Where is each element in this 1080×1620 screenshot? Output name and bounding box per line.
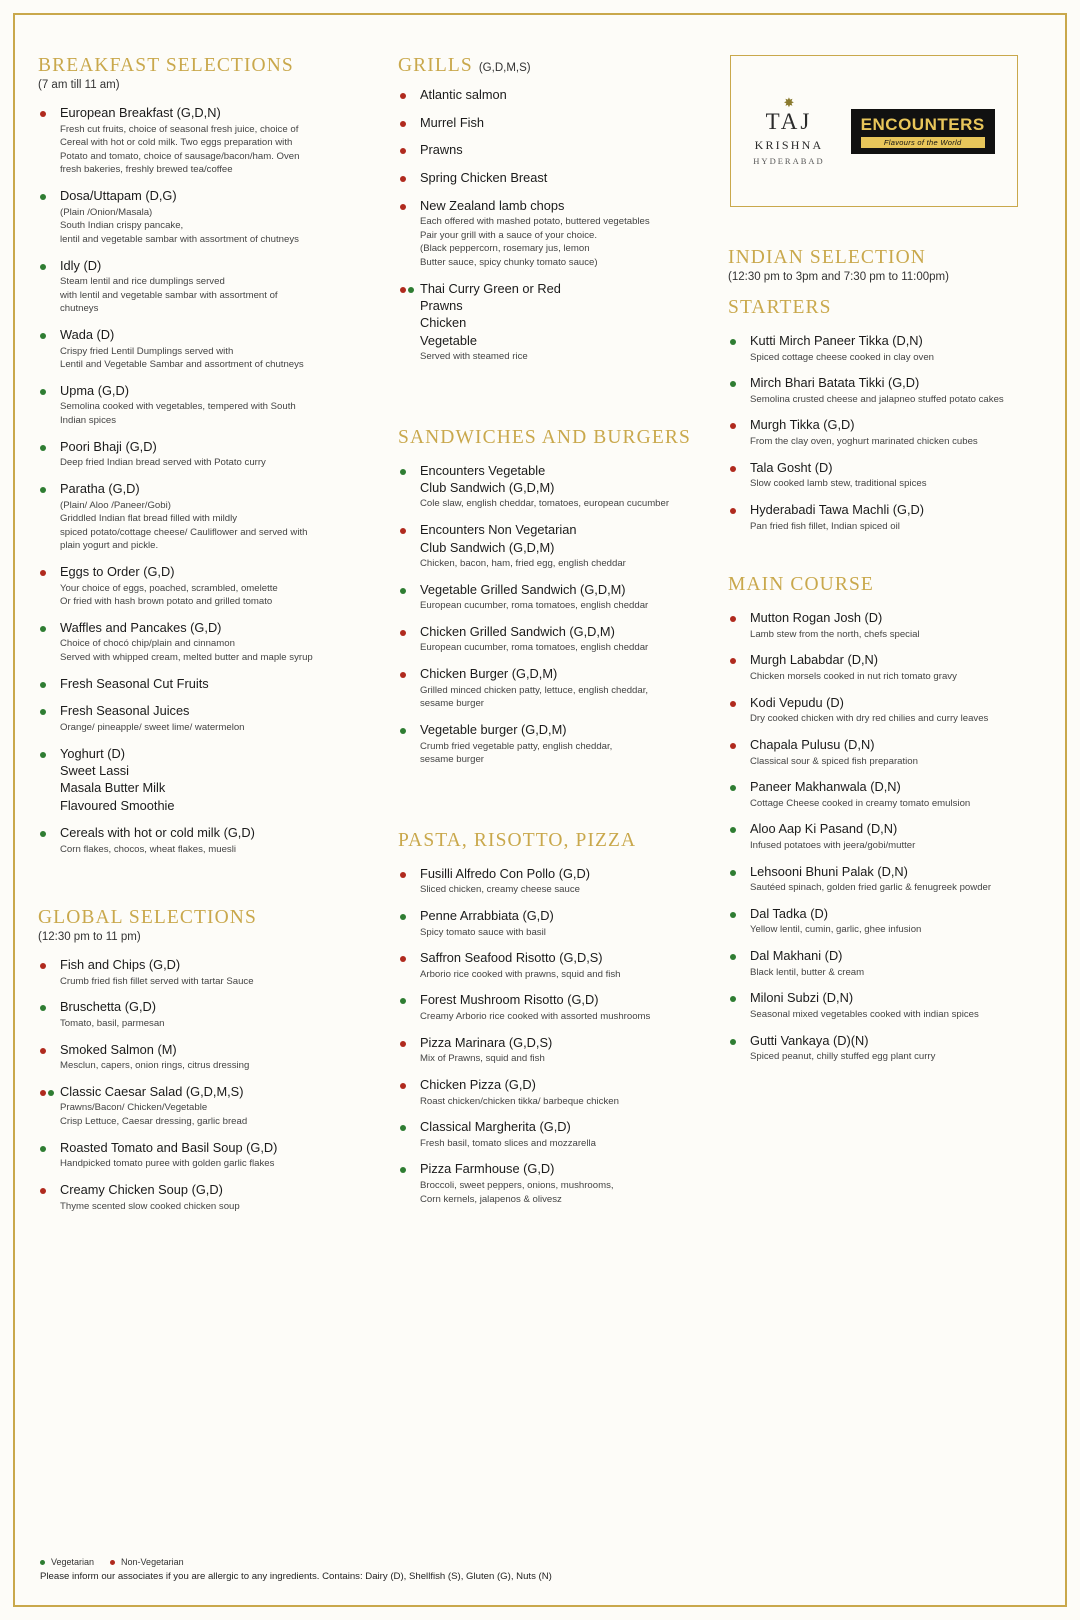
veg-dot-icon — [40, 194, 46, 200]
nonveg-dot-icon — [400, 672, 406, 678]
veg-dot-icon — [408, 287, 414, 293]
menu-content — [38, 55, 1042, 1580]
menu-item-description: Cole slaw, english cheddar, tomatoes, european cucumber — [420, 498, 670, 510]
menu-item-name: Atlantic salmon — [420, 87, 507, 102]
menu-item — [728, 417, 1040, 448]
grills-heading — [398, 55, 710, 77]
veg-dot-icon — [730, 827, 736, 833]
menu-item-description: Creamy Arborio rice cooked with assorted mushrooms — [420, 1011, 651, 1023]
menu-item-name: Encounters Vegetable — [420, 462, 546, 478]
menu-item — [398, 87, 710, 104]
menu-item-description: Yellow lentil, cumin, garlic, ghee infusion — [750, 924, 922, 936]
nonveg-dot-icon — [730, 616, 736, 622]
menu-item-description: Infused potatoes with jeera/gobi/mutter — [750, 839, 916, 851]
nonveg-dot-icon — [400, 872, 406, 878]
menu-item-name: Pizza Farmhouse (G,D) — [420, 1161, 555, 1177]
global-items — [38, 957, 380, 1213]
menu-item-description: Black lentil, butter & cream — [750, 966, 865, 978]
menu-item-subline: Chicken — [420, 315, 467, 331]
menu-item-description: Served with steamed rice — [420, 350, 528, 362]
starters-items — [728, 333, 1040, 533]
menu-item — [38, 564, 380, 609]
menu-item-description: Handpicked tomato puree with golden garlic flakes — [60, 1158, 275, 1170]
menu-item-name: Prawns — [420, 142, 463, 158]
menu-item-name: Kodi Vepudu (D) — [750, 694, 844, 710]
menu-item-subline: Club Sandwich (G,D,M) — [420, 539, 555, 555]
menu-item-name: Mirch Bhari Batata Tikki (G,D) — [750, 375, 920, 391]
nonveg-dot-icon — [110, 1560, 115, 1565]
menu-item — [398, 624, 710, 655]
menu-item — [38, 439, 380, 470]
column-right — [728, 55, 1040, 1075]
menu-item-name: Chicken Pizza (G,D) — [420, 1076, 536, 1092]
veg-dot-icon — [400, 1167, 406, 1173]
menu-item-name: Roasted Tomato and Basil Soup (G,D) — [60, 1139, 278, 1155]
menu-item-description: Tomato, basil, parmesan — [60, 1018, 165, 1030]
veg-dot-icon — [730, 785, 736, 791]
grills-title-text: GRILLS — [398, 55, 473, 76]
menu-item-description: (Plain/ Aloo /Paneer/Gobi) Griddled Indian flat bread filled with mildly spiced potato/cottage cheese/ Cauliflower and served with plain yogurt and pickle. — [60, 499, 308, 552]
pasta-heading — [398, 830, 710, 852]
menu-item-subline: Flavoured Smoothie — [60, 797, 175, 813]
menu-item-description: Crumb fried vegetable patty, english cheddar, sesame burger — [420, 740, 613, 766]
menu-item-name: Upma (G,D) — [60, 382, 129, 398]
menu-item-name: Gutti Vankaya (D)(N) — [750, 1032, 869, 1048]
menu-item-description: Spiced peanut, chilly stuffed egg plant curry — [750, 1051, 936, 1063]
menu-item-name: Chicken Grilled Sandwich (G,D,M) — [420, 623, 615, 639]
veg-dot-icon — [400, 469, 406, 475]
menu-item — [728, 333, 1040, 364]
menu-item-description: Spicy tomato sauce with basil — [420, 926, 546, 938]
menu-item-name: Tala Gosht (D) — [750, 459, 833, 475]
menu-item-name: Chicken Burger (G,D,M) — [420, 666, 558, 682]
menu-item — [398, 908, 710, 939]
nonveg-dot-icon — [400, 176, 406, 182]
menu-item — [398, 866, 710, 897]
menu-item-description: Thyme scented slow cooked chicken soup — [60, 1200, 240, 1212]
veg-dot-icon — [40, 1560, 45, 1565]
menu-item-description: Semolina cooked with vegetables, tempered with South Indian spices — [60, 401, 296, 427]
menu-item-description: Crispy fried Lentil Dumplings served with Lentil and Vegetable Sambar and assortment of chutneys — [60, 345, 304, 371]
nonveg-dot-icon — [40, 963, 46, 969]
taj-property-name: KRISHNA — [754, 137, 824, 152]
veg-dot-icon — [400, 1125, 406, 1131]
nonveg-dot-icon — [400, 93, 406, 99]
legend-veg — [40, 1557, 94, 1567]
taj-crest-icon: ✸ — [783, 95, 795, 111]
veg-dot-icon — [400, 588, 406, 594]
menu-item — [398, 198, 710, 270]
global-time: (12:30 pm to 11 pm) — [38, 931, 141, 944]
menu-item — [398, 992, 710, 1023]
menu-item — [728, 779, 1040, 810]
column-center — [398, 55, 728, 1217]
menu-item-name: Encounters Non Vegetarian — [420, 522, 577, 538]
menu-item-name: Miloni Subzi (D,N) — [750, 990, 854, 1006]
menu-item-name: Pizza Marinara (G,D,S) — [420, 1034, 553, 1050]
veg-dot-icon — [730, 954, 736, 960]
menu-item — [38, 105, 380, 177]
section-title-main-course: MAIN COURSE — [728, 574, 874, 596]
section-title-starters: STARTERS — [728, 297, 832, 318]
menu-item-description: Cottage Cheese cooked in creamy tomato emulsion — [750, 797, 971, 809]
nonveg-dot-icon — [730, 423, 736, 429]
menu-item-name: Smoked Salmon (M) — [60, 1041, 177, 1057]
menu-item-name: Spring Chicken Breast — [420, 169, 548, 185]
grills-items — [398, 87, 710, 364]
menu-item-name: Forest Mushroom Risotto (G,D) — [420, 992, 599, 1008]
menu-item — [728, 864, 1040, 895]
veg-dot-icon — [400, 914, 406, 920]
menu-item-description: Steam lentil and rice dumplings served with lentil and vegetable sambar with assortment of chutneys — [60, 276, 278, 315]
menu-item-name: Dal Makhani (D) — [750, 948, 843, 964]
menu-item-name: Murgh Tikka (G,D) — [750, 417, 855, 433]
menu-item-description: Arborio rice cooked with prawns, squid and fish — [420, 968, 621, 980]
encounters-tagline: Flavours of the World — [861, 137, 985, 148]
section-title-breakfast: BREAKFAST SELECTIONS — [38, 55, 294, 76]
menu-item-description: Chicken morsels cooked in nut rich tomato gravy — [750, 671, 957, 683]
veg-dot-icon — [40, 487, 46, 493]
menu-item-description: Fresh cut fruits, choice of seasonal fresh juice, choice of Cereal with hot or cold milk. Two eggs preparation with Potato and tomato, choice of sausage/bacon/ham. Oven fresh bakeries, freshly brewed tea/coffee — [60, 123, 300, 176]
menu-item — [728, 821, 1040, 852]
menu-item — [398, 722, 710, 767]
menu-item-description: Crumb fried fish fillet served with tartar Sauce — [60, 975, 254, 987]
menu-item-description: Each offered with mashed potato, buttered vegetables Pair your grill with a sauce of your choice. (Black peppercorn, rosemary jus, lemon Butter sauce, spicy chunky tomato sauce) — [420, 216, 650, 268]
nonveg-dot-icon — [400, 121, 406, 127]
menu-item-name: Thai Curry Green or Red — [420, 280, 561, 296]
menu-item-description: European cucumber, roma tomatoes, english cheddar — [420, 642, 649, 654]
nonveg-dot-icon — [40, 570, 46, 576]
breakfast-items — [38, 105, 380, 856]
column-left — [38, 55, 398, 1224]
menu-item-name: Yoghurt (D) — [60, 745, 125, 761]
veg-dot-icon — [40, 682, 46, 688]
menu-item-name: Chapala Pulusu (D,N) — [750, 736, 875, 752]
menu-item — [728, 906, 1040, 937]
menu-item-name: Lehsooni Bhuni Palak (D,N) — [750, 863, 908, 879]
menu-item-subline: Club Sandwich (G,D,M) — [420, 480, 555, 496]
menu-item-name: Kutti Mirch Paneer Tikka (D,N) — [750, 333, 923, 348]
veg-dot-icon — [730, 339, 736, 345]
menu-item-description: Semolina crusted cheese and jalapneo stuffed potato cakes — [750, 393, 1004, 405]
veg-dot-icon — [730, 870, 736, 876]
encounters-brand-name: ENCOUNTERS — [860, 114, 985, 134]
encounters-logo — [851, 109, 995, 154]
nonveg-dot-icon — [730, 743, 736, 749]
menu-item-subline: Sweet Lassi — [60, 763, 129, 779]
menu-item-subline: Prawns — [420, 298, 463, 314]
veg-dot-icon — [400, 728, 406, 734]
menu-item-description: Spiced cottage cheese cooked in clay oven — [750, 351, 935, 363]
menu-item-name: Fresh Seasonal Juices — [60, 703, 190, 719]
menu-item-name: Classic Caesar Salad (G,D,M,S) — [60, 1083, 244, 1099]
menu-item — [38, 1140, 380, 1171]
veg-dot-icon — [40, 445, 46, 451]
nonveg-dot-icon — [400, 528, 406, 534]
veg-dot-icon — [730, 381, 736, 387]
breakfast-time: (7 am till 11 am) — [38, 79, 120, 91]
global-heading — [38, 907, 380, 943]
menu-item-description: Seasonal mixed vegetables cooked with indian spices — [750, 1008, 979, 1020]
menu-item-subline: Vegetable — [420, 332, 477, 348]
menu-item — [398, 142, 710, 159]
menu-item-description: Classical sour & spiced fish preparation — [750, 755, 918, 767]
menu-item — [398, 582, 710, 613]
menu-item — [728, 1033, 1040, 1064]
taj-logo — [753, 96, 824, 165]
menu-item-name: Murrel Fish — [420, 114, 484, 130]
legend-veg-label: Vegetarian — [51, 1557, 95, 1567]
veg-dot-icon — [40, 831, 46, 837]
menu-item-description: Fresh basil, tomato slices and mozzarella — [420, 1137, 596, 1149]
section-title-indian: INDIAN SELECTION — [728, 247, 926, 268]
veg-dot-icon — [730, 912, 736, 918]
veg-dot-icon — [730, 996, 736, 1002]
veg-dot-icon — [40, 389, 46, 395]
menu-item-name: Penne Arrabbiata (G,D) — [420, 907, 554, 923]
menu-item — [398, 1161, 710, 1206]
nonveg-dot-icon — [40, 1188, 46, 1194]
menu-item-name: Eggs to Order (G,D) — [60, 563, 175, 579]
menu-item-name: Creamy Chicken Soup (G,D) — [60, 1181, 223, 1197]
menu-item — [38, 188, 380, 246]
menu-item — [398, 522, 710, 571]
menu-item — [398, 170, 710, 187]
nonveg-dot-icon — [730, 508, 736, 514]
pasta-items — [398, 866, 710, 1206]
grills-title-suffix: (G,D,M,S) — [478, 62, 531, 74]
menu-item — [38, 703, 380, 734]
indian-time: (12:30 pm to 3pm and 7:30 pm to 11:00pm) — [728, 271, 949, 283]
menu-item — [728, 990, 1040, 1021]
menu-item-description: Chicken, bacon, ham, fried egg, english cheddar — [420, 557, 626, 569]
menu-item-name: Hyderabadi Tawa Machli (G,D) — [750, 501, 925, 517]
menu-item — [728, 737, 1040, 768]
indian-heading — [728, 247, 1040, 283]
menu-item-name: Dal Tadka (D) — [750, 905, 828, 921]
nonveg-dot-icon — [400, 956, 406, 962]
menu-item-name: Paneer Makhanwala (D,N) — [750, 779, 901, 795]
nonveg-dot-icon — [40, 1090, 46, 1096]
menu-item-description: Pan fried fish fillet, Indian spiced oil — [750, 520, 900, 532]
veg-dot-icon — [730, 1039, 736, 1045]
menu-item-description: Sautéed spinach, golden fried garlic & fenugreek powder — [750, 882, 992, 894]
menu-item — [398, 950, 710, 981]
menu-item-description: Broccoli, sweet peppers, onions, mushrooms, Corn kernels, jalapenos & olivesz — [420, 1180, 614, 1205]
menu-item-name: Poori Bhaji (G,D) — [60, 438, 157, 454]
breakfast-heading — [38, 55, 380, 91]
menu-item-description: Prawns/Bacon/ Chicken/Vegetable Crisp Lettuce, Caesar dressing, garlic bread — [60, 1102, 248, 1128]
menu-item-description: European cucumber, roma tomatoes, english cheddar — [420, 600, 649, 612]
menu-item-name: Waffles and Pancakes (G,D) — [60, 619, 222, 635]
taj-property-location: HYDERABAD — [753, 155, 825, 166]
veg-dot-icon — [40, 752, 46, 758]
sandwiches-items — [398, 463, 710, 767]
menu-item-name: Saffron Seafood Risotto (G,D,S) — [420, 950, 603, 966]
menu-item-description: Orange/ pineapple/ sweet lime/ watermelon — [60, 721, 245, 733]
menu-item-name: Cereals with hot or cold milk (G,D) — [60, 824, 255, 840]
menu-item — [38, 825, 380, 856]
menu-item-name: Fish and Chips (G,D) — [60, 957, 181, 973]
legend-nonveg — [110, 1557, 184, 1567]
menu-item — [728, 652, 1040, 683]
menu-item-name: Dosa/Uttapam (D,G) — [60, 188, 177, 204]
menu-item — [38, 1042, 380, 1073]
menu-item-description: Dry cooked chicken with dry red chilies and curry leaves — [750, 713, 989, 725]
menu-item-description: Choice of chocó chip/plain and cinnamon Served with whipped cream, melted butter and maple syrup — [60, 638, 313, 664]
menu-item — [398, 463, 710, 512]
menu-item — [38, 481, 380, 553]
menu-item-name: Mutton Rogan Josh (D) — [750, 610, 883, 626]
section-title-global: GLOBAL SELECTIONS — [38, 907, 257, 929]
menu-item — [38, 1084, 380, 1129]
menu-item — [38, 746, 380, 814]
menu-item — [398, 666, 710, 711]
menu-item-description: Mesclun, capers, onion rings, citrus dressing — [60, 1060, 250, 1072]
menu-item — [38, 999, 380, 1030]
menu-item — [728, 375, 1040, 406]
nonveg-dot-icon — [400, 1041, 406, 1047]
menu-item-description: (Plain /Onion/Masala) South Indian crispy pancake, lentil and vegetable sambar with assortment of chutneys — [60, 206, 299, 245]
veg-dot-icon — [40, 333, 46, 339]
taj-brand-name: TAJ — [765, 109, 813, 135]
menu-item — [398, 1119, 710, 1150]
sandwiches-heading — [398, 427, 710, 449]
menu-item-description: Lamb stew from the north, chefs special — [750, 628, 920, 640]
menu-item-description: Mix of Prawns, squid and fish — [420, 1053, 545, 1065]
legend — [40, 1557, 740, 1567]
menu-item — [38, 957, 380, 988]
menu-item-description: Sliced chicken, creamy cheese sauce — [420, 884, 580, 896]
menu-item-name: Wada (D) — [60, 326, 115, 342]
nonveg-dot-icon — [730, 658, 736, 664]
menu-item-name: Idly (D) — [60, 257, 102, 273]
nonveg-dot-icon — [400, 1083, 406, 1089]
menu-item — [728, 948, 1040, 979]
menu-item — [38, 620, 380, 665]
menu-item — [398, 281, 710, 364]
veg-dot-icon — [40, 1005, 46, 1011]
menu-item — [398, 115, 710, 132]
menu-item-name: Vegetable Grilled Sandwich (G,D,M) — [420, 581, 626, 597]
menu-item — [398, 1035, 710, 1066]
menu-item-description: Corn flakes, chocos, wheat flakes, muesli — [60, 843, 236, 855]
veg-dot-icon — [40, 709, 46, 715]
veg-dot-icon — [40, 1146, 46, 1152]
nonveg-dot-icon — [730, 701, 736, 707]
veg-dot-icon — [48, 1090, 54, 1096]
menu-item-name: Aloo Aap Ki Pasand (D,N) — [750, 821, 898, 837]
menu-item-description: Roast chicken/chicken tikka/ barbeque chicken — [420, 1095, 619, 1107]
veg-dot-icon — [40, 264, 46, 270]
menu-item-description: From the clay oven, yoghurt marinated chicken cubes — [750, 436, 978, 448]
menu-item — [38, 1182, 380, 1213]
nonveg-dot-icon — [730, 466, 736, 472]
menu-item-name: Murgh Lababdar (D,N) — [750, 652, 879, 668]
menu-item — [728, 460, 1040, 491]
section-title-grills — [398, 55, 710, 77]
menu-item-description: Slow cooked lamb stew, traditional spices — [750, 478, 927, 490]
menu-item-name: Bruschetta (G,D) — [60, 999, 157, 1015]
section-title-pasta: PASTA, RISOTTO, PIZZA — [398, 829, 637, 851]
menu-item-description: Your choice of eggs, poached, scrambled, omelette Or fried with hash brown potato and grilled tomato — [60, 582, 278, 608]
nonveg-dot-icon — [400, 204, 406, 210]
menu-item — [398, 1077, 710, 1108]
menu-item — [38, 258, 380, 316]
veg-dot-icon — [400, 998, 406, 1004]
menu-item-name: European Breakfast (G,D,N) — [60, 105, 221, 120]
menu-item-name: New Zealand lamb chops — [420, 197, 565, 213]
menu-item-name: Fresh Seasonal Cut Fruits — [60, 675, 209, 691]
nonveg-dot-icon — [400, 148, 406, 154]
menu-item-name: Fusilli Alfredo Con Pollo (G,D) — [420, 865, 590, 881]
section-title-sandwiches: SANDWICHES AND BURGERS — [398, 426, 691, 448]
menu-item — [728, 695, 1040, 726]
legend-nonveg-label: Non-Vegetarian — [121, 1557, 184, 1567]
menu-item-name: Classical Margherita (G,D) — [420, 1119, 571, 1135]
veg-dot-icon — [40, 626, 46, 632]
menu-item-subline: Masala Butter Milk — [60, 780, 166, 796]
nonveg-dot-icon — [400, 630, 406, 636]
menu-item-description: Deep fried Indian bread served with Potato curry — [60, 457, 266, 469]
menu-item — [38, 676, 380, 693]
menu-item — [728, 610, 1040, 641]
nonveg-dot-icon — [40, 111, 46, 117]
nonveg-dot-icon — [400, 287, 406, 293]
main-course-heading — [728, 574, 1040, 596]
allergy-note: Please inform our associates if you are allergic to any ingredients. Contains: Dairy (D), Shellfish (S), Gluten (G), Nuts (N) — [40, 1571, 552, 1582]
menu-columns — [38, 55, 1042, 1224]
menu-item-name: Paratha (G,D) — [60, 480, 140, 496]
menu-item — [38, 383, 380, 428]
starters-heading — [728, 297, 1040, 319]
menu-footer — [40, 1557, 740, 1582]
menu-item-name: Vegetable burger (G,D,M) — [420, 721, 567, 737]
menu-item — [38, 327, 380, 372]
menu-item-description: Grilled minced chicken patty, lettuce, english cheddar, sesame burger — [420, 684, 649, 710]
main-course-items — [728, 610, 1040, 1064]
brand-logo-box — [730, 55, 1018, 207]
menu-item — [728, 502, 1040, 533]
nonveg-dot-icon — [40, 1048, 46, 1054]
